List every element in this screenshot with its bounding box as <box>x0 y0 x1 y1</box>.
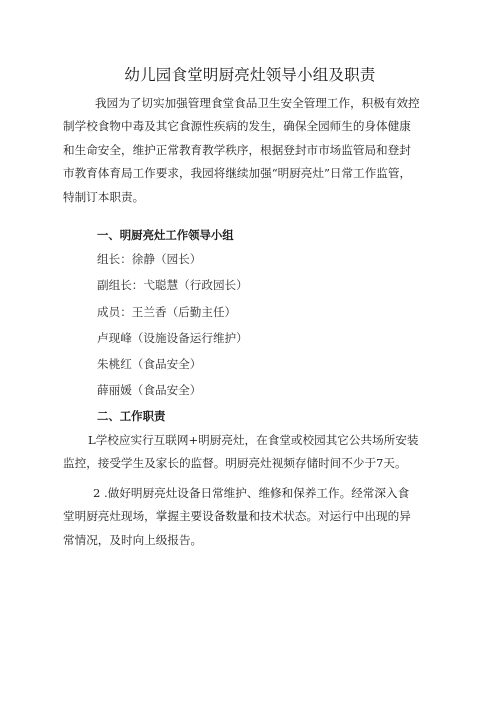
intro-line: 市教育体育局工作要求，我园将继续加强“明厨亮灶”日常工作监管， <box>63 166 412 181</box>
intro-line: 我园为了切实加强管理食堂食品卫生安全管理工作，积极有效控 <box>95 96 420 110</box>
section-heading-duties: 二、工作职责 <box>97 409 166 423</box>
member-facilities: 卢现峰（设施设备运行维护） <box>97 331 248 345</box>
duty-1-paragraph <box>63 429 443 476</box>
duty-2-paragraph <box>63 482 443 552</box>
duty-line: 堂明厨亮灶现场，掌握主要设备数量和技术状态。对运行中出现的异 <box>63 509 411 524</box>
member-food-safety-1: 朱桃红（食品安全） <box>97 357 202 371</box>
duty-line: 监控，接受学生及家长的监督。明厨亮灶视频存储时间不少于7天。 <box>63 456 407 471</box>
intro-line: 和生命安全，维护正常教育教学秩序，根据登封市市场监管局和登封 <box>63 142 411 157</box>
section-heading-leadership-group: 一、明厨亮灶工作领导小组 <box>97 228 234 242</box>
member-members: 成员：王兰香（后勤主任） <box>97 305 237 319</box>
member-food-safety-2: 薛丽媛（食品安全） <box>97 383 202 397</box>
duty-line: 2 .做好明厨亮灶设备日常维护、维修和保养工作。经常深入食 <box>93 486 410 500</box>
intro-paragraph <box>63 92 443 209</box>
member-leader: 组长：徐静（园长） <box>97 252 202 266</box>
duty-line: 常情况，及时向上级报告。 <box>63 532 203 547</box>
duty-line: L学校应实行互联网+明厨亮灶，在食堂或校园其它公共场所安装 <box>88 433 419 447</box>
document-title: 幼儿园食堂明厨亮灶领导小组及职责 <box>124 66 376 84</box>
member-deputy-leader: 副组长：弋聪慧（行政园长） <box>97 278 248 292</box>
intro-line: 制学校食物中毒及其它食源性疾病的发生，确保全园师生的身体健康 <box>63 119 411 134</box>
intro-line: 特制订本职责。 <box>63 189 145 204</box>
